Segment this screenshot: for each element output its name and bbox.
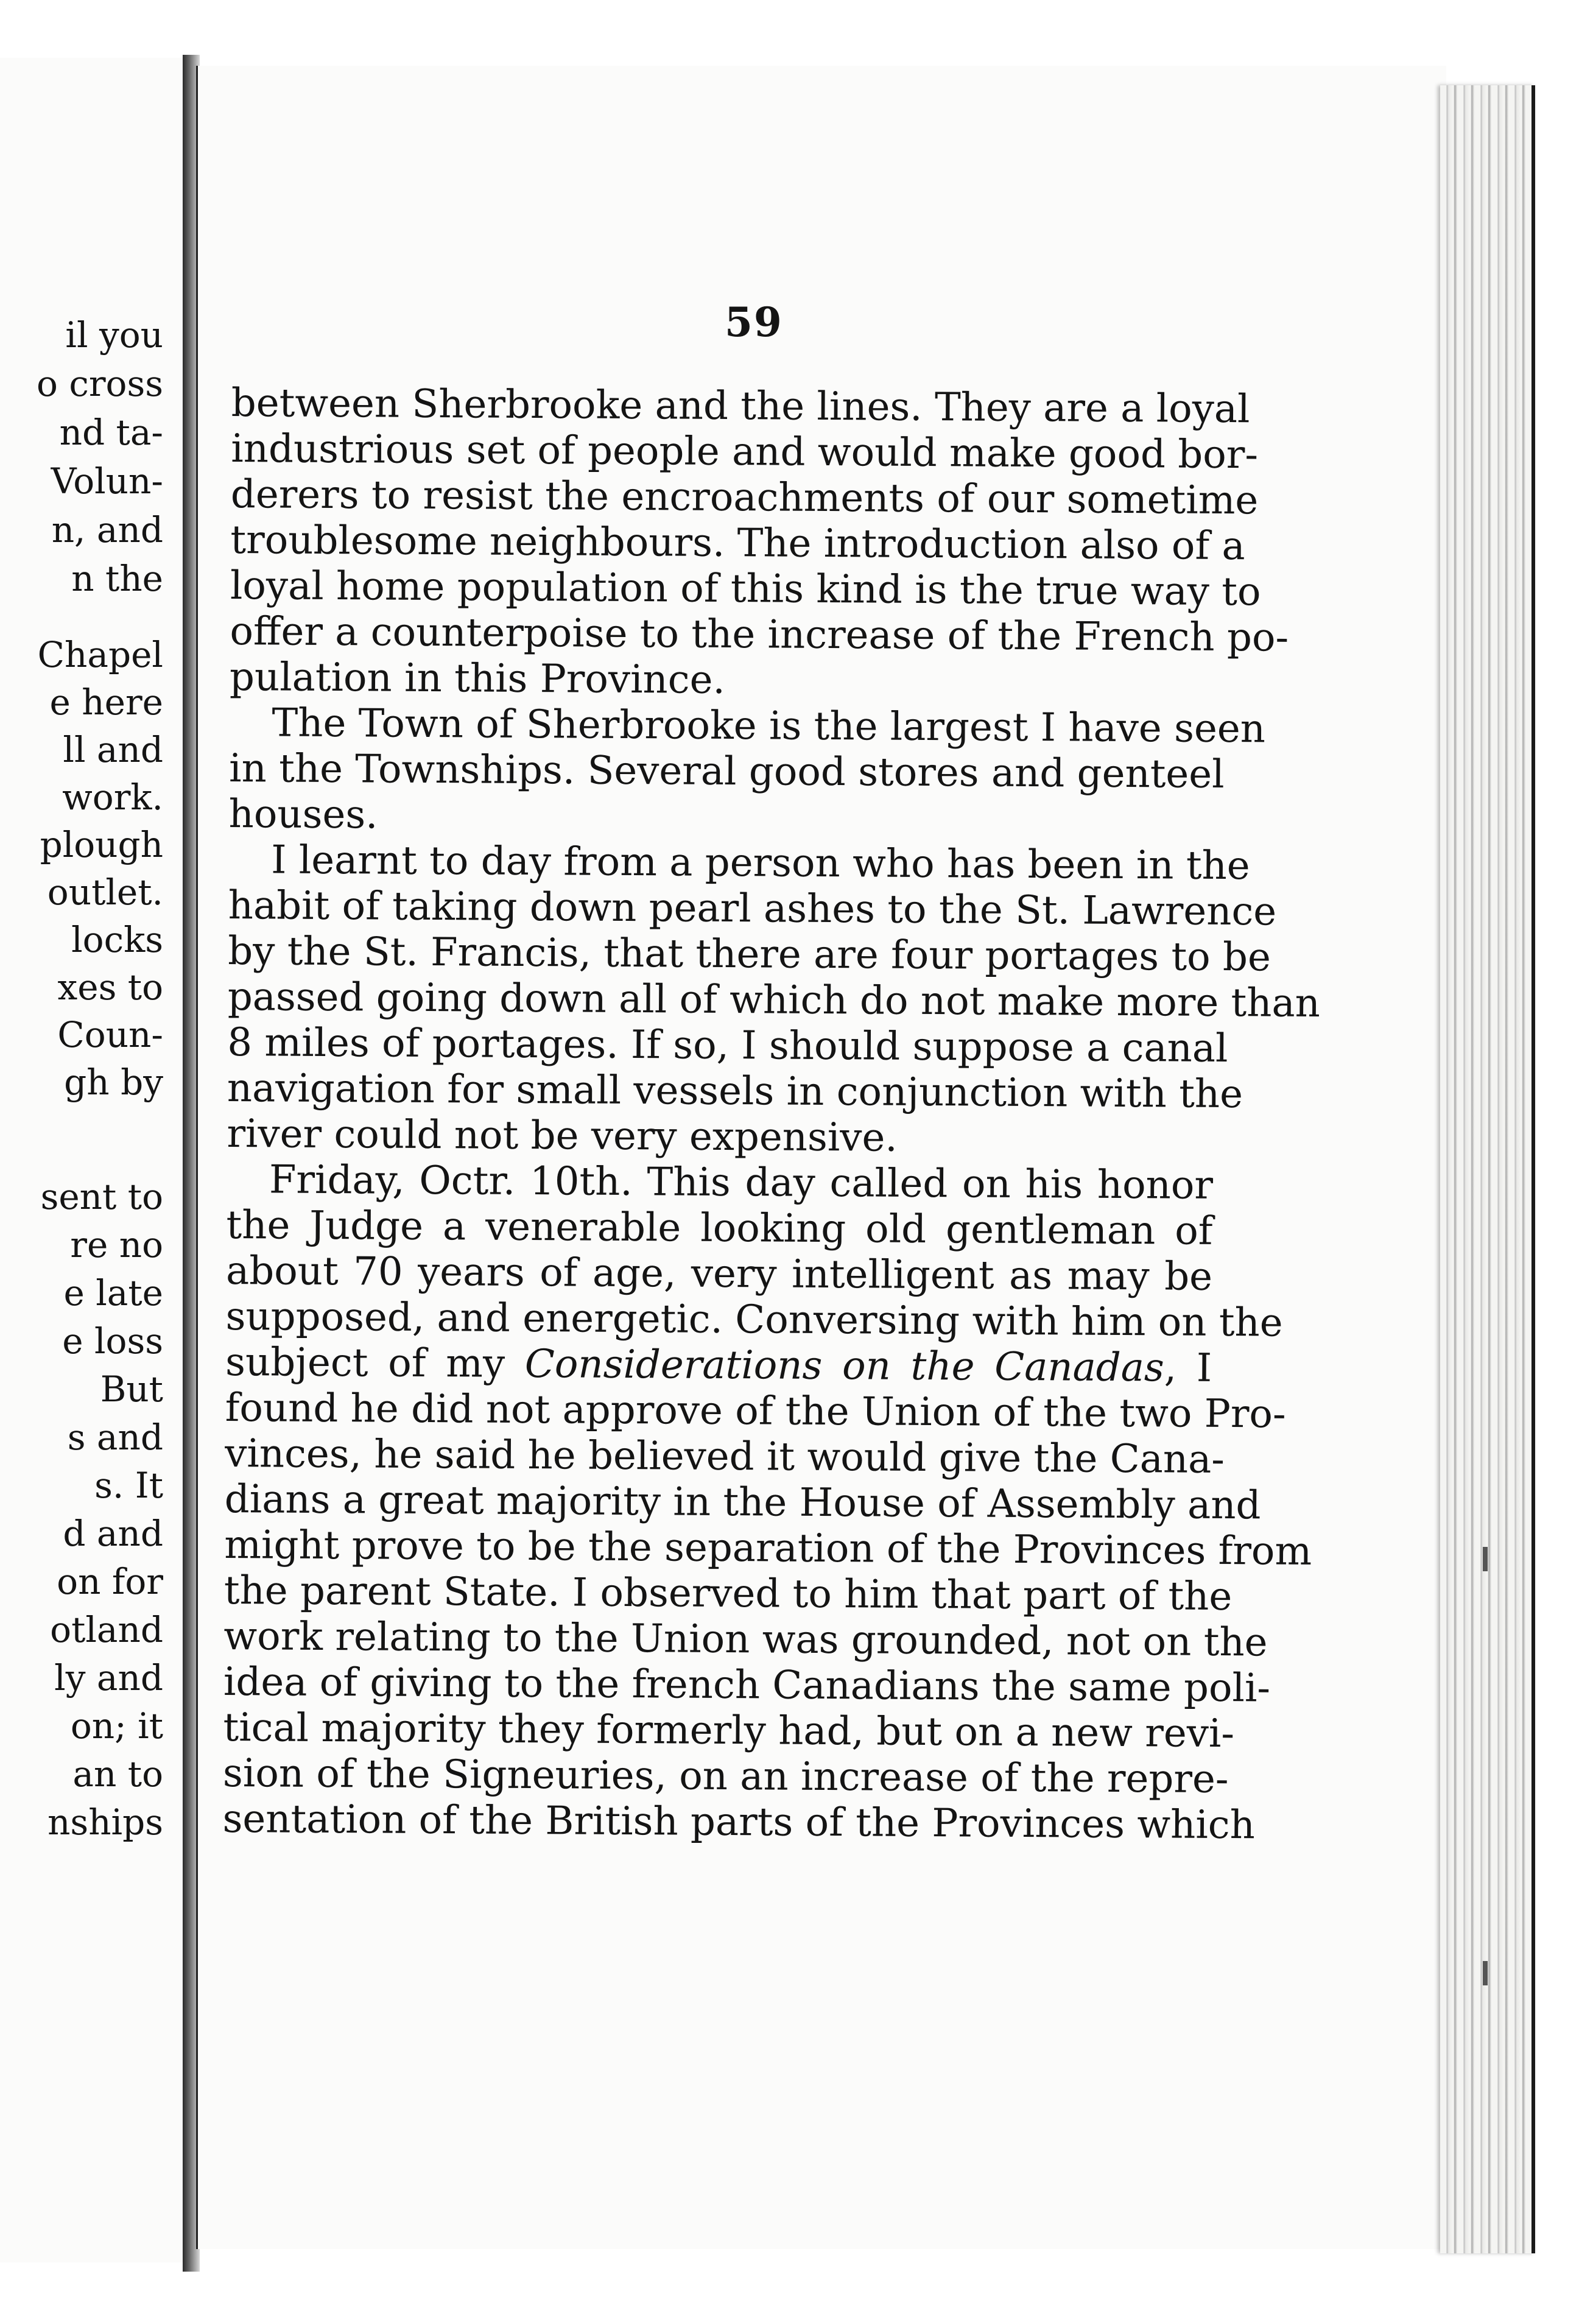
previous-page-line: otland (50, 1609, 163, 1650)
previous-page-line: sent to (40, 1176, 163, 1217)
text-line: 8 miles of portages. If so, I should suppose a canal (227, 1019, 1228, 1072)
text-line: the Judge a venerable looking old gentleman of (226, 1202, 1213, 1254)
previous-page-line: outlet. (47, 872, 163, 913)
previous-page-line: locks (71, 919, 163, 960)
text-line: offer a counterpoise to the increase of the French po- (230, 608, 1289, 661)
text-line: tical majority they formerly had, but on a new revi- (223, 1705, 1235, 1757)
previous-page-line: n the (71, 558, 163, 599)
text-line: navigation for small vessels in conjunction with the (227, 1065, 1243, 1118)
previous-page-line: gh by (64, 1062, 163, 1103)
previous-page-line: d and (63, 1513, 163, 1554)
previous-page-line: Volun- (51, 460, 163, 502)
text-line: houses. (228, 791, 378, 838)
text-line: about 70 years of age, very intelligent as may be (225, 1248, 1213, 1300)
text-line: supposed, and energetic. Conversing with him on the (225, 1294, 1283, 1346)
previous-page-line: o cross (36, 363, 163, 404)
previous-page-line: e loss (62, 1320, 163, 1362)
previous-page-line: re no (70, 1224, 163, 1266)
page-number: 59 (725, 298, 783, 346)
previous-page-line: xes to (57, 967, 163, 1008)
text-line: habit of taking down pearl ashes to the St. Lawrence (228, 882, 1277, 935)
body-text (222, 381, 1321, 1848)
text-segment: subject of my (225, 1339, 526, 1387)
previous-page-line: nships (47, 1801, 163, 1843)
previous-page-line: But (100, 1368, 163, 1410)
text-line: the parent State. I observed to him that part of the (223, 1568, 1233, 1620)
text-line: work relating to the Union was grounded, not on the (223, 1613, 1268, 1666)
previous-page-line: work. (62, 776, 163, 818)
text-line: troublesome neighbours. The introduction also of a (230, 517, 1245, 569)
previous-page-line: s. It (94, 1465, 163, 1506)
book-title-italic: Considerations on the Canadas (524, 1341, 1164, 1391)
previous-page-line: e here (49, 681, 163, 723)
text-line: derers to resist the encroachments of our sometime (230, 471, 1259, 524)
previous-page-line: n, and (51, 509, 163, 551)
text-line: by the St. Francis, that there are four portages to be (228, 928, 1271, 981)
text-line: The Town of Sherbrooke is the largest I have seen (272, 700, 1266, 752)
page-edges (1440, 85, 1535, 2253)
text-line: might prove to be the separation of the Provinces from (224, 1522, 1312, 1574)
previous-page-line: nd ta- (59, 412, 163, 453)
previous-page-line: e late (63, 1272, 163, 1314)
text-segment: , I (1164, 1345, 1212, 1391)
text-line: sentation of the British parts of the Provinces which (222, 1796, 1256, 1848)
text-line: Friday, Octr. 10th. This day called on his honor (269, 1157, 1214, 1208)
text-line: industrious set of people and would make good bor- (231, 426, 1259, 478)
text-line: between Sherbrooke and the lines. They are a loyal (231, 381, 1250, 432)
text-line: loyal home population of this kind is the true way to (230, 563, 1261, 615)
previous-page-line: on; it (70, 1705, 163, 1747)
text-line: I learnt to day from a person who has been in the (270, 837, 1250, 889)
previous-page-line: Chapel (37, 634, 163, 675)
previous-page-line: on for (57, 1561, 163, 1602)
previous-page-line: plough (40, 824, 163, 865)
text-line (225, 1340, 1212, 1392)
previous-page-line: s and (67, 1417, 163, 1458)
edge-mark (1483, 1961, 1488, 1985)
text-line: passed going down all of which do not make more than (227, 974, 1321, 1026)
previous-page-line: ly and (54, 1657, 163, 1699)
previous-page-line: Coun- (57, 1014, 163, 1055)
previous-page-line: il you (65, 314, 163, 356)
previous-page-fragment (0, 58, 186, 2262)
edge-mark (1483, 1547, 1488, 1571)
text-line: idea of giving to the french Canadians the same poli- (223, 1659, 1271, 1711)
text-line: sion of the Signeuries, on an increase of the repre- (222, 1750, 1229, 1803)
text-line: found he did not approve of the Union of the two Pro- (225, 1385, 1286, 1437)
text-line: in the Townships. Several good stores and genteel (228, 745, 1225, 797)
text-line: vinces, he said he believed it would give the Cana- (225, 1431, 1225, 1482)
text-line: river could not be very expensive. (227, 1111, 898, 1161)
text-line: dians a great majority in the House of Assembly and (224, 1476, 1261, 1529)
previous-page-line: an to (72, 1753, 163, 1795)
text-line: pulation in this Province. (229, 654, 726, 703)
previous-page-line: ll and (63, 729, 163, 770)
